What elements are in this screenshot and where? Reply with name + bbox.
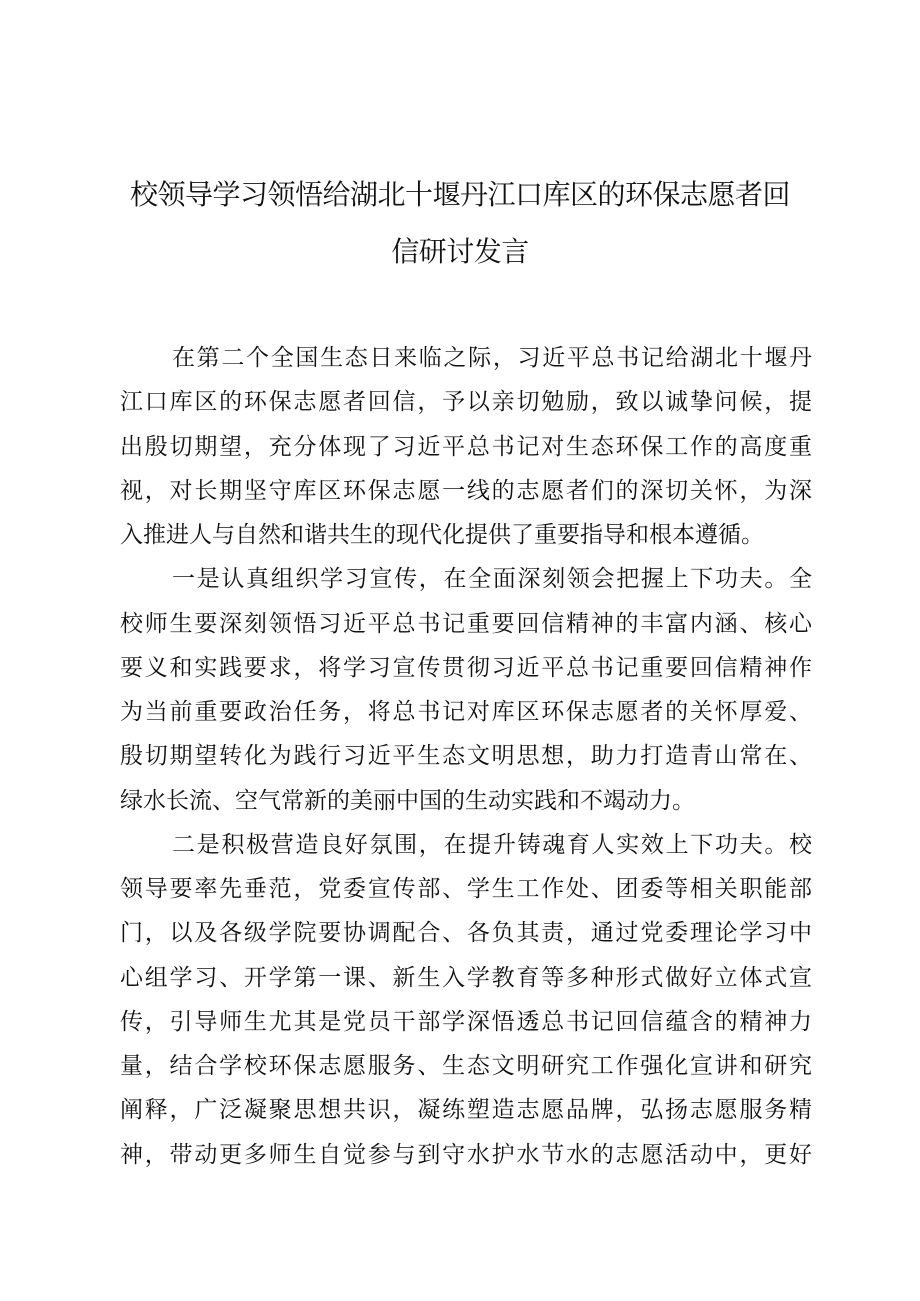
paragraph-3 [120, 823, 812, 1177]
paragraph-3-line-8: 神，带动更多师生自觉参与到守水护水节水的志愿活动中，更好 [120, 1141, 812, 1168]
paragraph-3-line-7: 阐释，广泛凝聚思想共识，凝练塑造志愿品牌，弘扬志愿服务精 [120, 1097, 812, 1124]
paragraph-1-line-1: 在第二个全国生态日来临之际，习近平总书记给湖北十堰丹 [172, 345, 812, 371]
paragraph-1-line-4: 视，对长期坚守库区环保志愿一线的志愿者们的深切关怀，为深 [120, 477, 812, 504]
paragraph-2 [120, 557, 812, 823]
paragraph-2-line-2: 校师生要深刻领悟习近平总书记重要回信精神的丰富内涵、核心 [120, 610, 812, 637]
document-title-line-1: 校领导学习领悟给湖北十堰丹江口库区的环保志愿者回 [129, 178, 790, 211]
paragraph-1-line-2: 江口库区的环保志愿者回信，予以亲切勉励，致以诚挚问候，提 [120, 389, 812, 416]
paragraph-2-line-1: 一是认真组织学习宣传，在全面深刻领会把握上下功夫。全 [172, 566, 812, 593]
paragraph-1-line-3: 出殷切期望，充分体现了习近平总书记对生态环保工作的高度重 [120, 433, 812, 460]
paragraph-3-line-6: 量，结合学校环保志愿服务、生态文明研究工作强化宣讲和研究 [120, 1053, 812, 1079]
paragraph-3-line-1: 二是积极营造良好氛围，在提升铸魂育人实效上下功夫。校 [172, 831, 812, 858]
paragraph-2-line-5: 殷切期望转化为践行习近平生态文明思想，助力打造青山常在、 [120, 743, 812, 770]
paragraph-1 [120, 336, 812, 557]
paragraph-2-line-3: 要义和实践要求，将学习宣传贯彻习近平总书记重要回信精神作 [120, 654, 812, 681]
paragraph-1-line-5: 入推进人与自然和谐共生的现代化提供了重要指导和根本遵循。 [120, 522, 764, 548]
paragraph-3-line-2: 领导要率先垂范，党委宣传部、学生工作处、团委等相关职能部 [120, 876, 812, 902]
paragraph-3-line-4: 心组学习、开学第一课、新生入学教育等多种形式做好立体式宣 [120, 964, 812, 991]
paragraph-3-line-5: 传，引导师生尤其是党员干部学深悟透总书记回信蕴含的精神力 [120, 1008, 812, 1035]
paragraph-3-line-3: 门，以及各级学院要协调配合、各负其责，通过党委理论学习中 [120, 920, 812, 947]
document-title-line-2: 信研讨发言 [391, 235, 529, 268]
paragraph-2-line-6: 绿水长流、空气常新的美丽中国的生动实践和不竭动力。 [120, 787, 695, 814]
paragraph-2-line-4: 为当前重要政治任务，将总书记对库区环保志愿者的关怀厚爱、 [120, 699, 812, 725]
document-body [120, 336, 812, 1177]
